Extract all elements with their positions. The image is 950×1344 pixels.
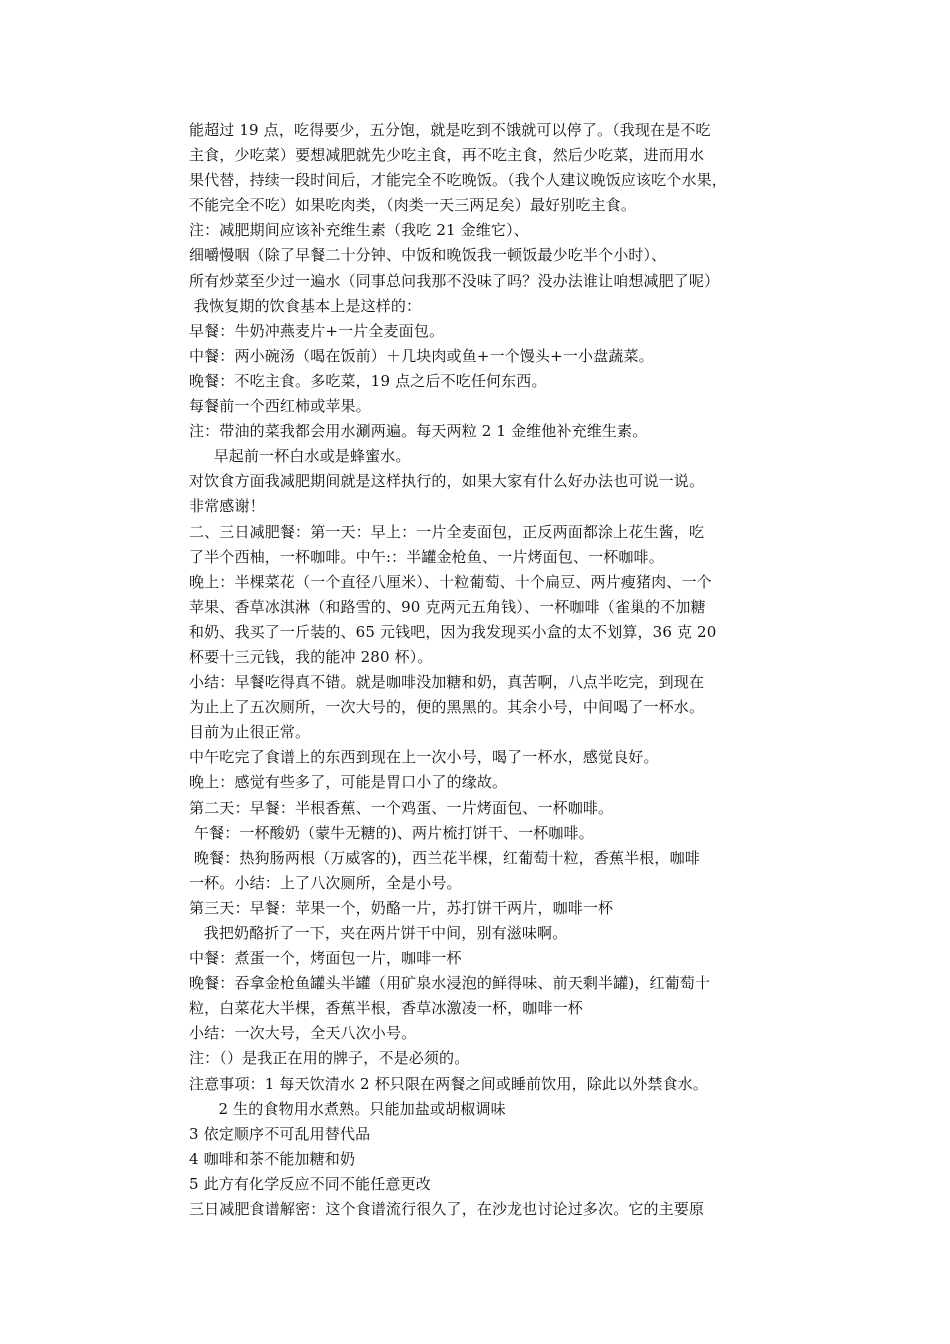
text-line: 晚上：感觉有些多了，可能是胃口小了的缘故。 [189, 773, 508, 792]
text-line: 粒，白菜花大半棵，香蕉半根，香草冰激凌一杯，咖啡一杯 [189, 999, 583, 1018]
text-line: 第三天：早餐：苹果一个，奶酪一片，苏打饼干两片，咖啡一杯 [189, 898, 614, 917]
text-line: 晚餐：不吃主食。多吃菜，19 点之后不吃任何东西。 [189, 371, 547, 390]
text-line: 中餐：两小碗汤（喝在饭前）＋几块肉或鱼+一个馒头+一小盘蔬菜。 [189, 346, 654, 365]
text-line: 每餐前一个西红柿或苹果。 [189, 397, 371, 416]
text-line: 晚餐：热狗肠两根（万威客的)，西兰花半棵，红葡萄十粒，香蕉半根，咖啡 [189, 848, 700, 867]
text-line: 注意事项：1 每天饮清水 2 杯只限在两餐之间或睡前饮用，除此以外禁食水。 [189, 1074, 708, 1093]
text-line: 对饮食方面我减肥期间就是这样执行的，如果大家有什么好办法也可说一说。 [189, 472, 705, 491]
text-line: 能超过 19 点，吃得要少，五分饱，就是吃到不饿就可以停了。（我现在是不吃 [189, 121, 711, 139]
text-line: 午餐：一杯酸奶（蒙牛无糖的)、两片梳打饼干、一杯咖啡。 [189, 823, 594, 842]
text-line: 注：（）是我正在用的牌子，不是必须的。 [189, 1049, 470, 1068]
text-line: 二、三日减肥餐：第一天：早上：一片全麦面包，正反两面都涂上花生酱，吃 [189, 522, 705, 541]
text-line: 目前为止很正常。 [189, 723, 311, 742]
text-line: 所有炒菜至少过一遍水（同事总问我那不没味了吗？没办法谁让咱想减肥了呢） [189, 271, 720, 290]
text-line: 早起前一杯白水或是蜂蜜水。 [189, 447, 411, 466]
text-line: 2 生的食物用水煮熟。只能加盐或胡椒调味 [189, 1099, 506, 1118]
text-line: 小结：早餐吃得真不错。就是咖啡没加糖和奶，真苦啊，八点半吃完，到现在 [189, 673, 705, 692]
text-line: 为止上了五次厕所，一次大号的，便的黑黑的。其余小号，中间喝了一杯水。 [189, 698, 705, 717]
text-line: 细嚼慢咽（除了早餐二十分钟、中饭和晚饭我一顿饭最少吃半个小时）、 [189, 246, 667, 265]
text-line: 注：减肥期间应该补充维生素（我吃 21 金维它）、 [189, 221, 529, 240]
text-line: 了半个西柚，一杯咖啡。中午:：半罐金枪鱼、一片烤面包、一杯咖啡。 [189, 547, 664, 566]
text-line: 我恢复期的饮食基本上是这样的： [189, 296, 422, 315]
text-line: 我把奶酪折了一下，夹在两片饼干中间，别有滋味啊。 [189, 924, 568, 942]
text-line: 果代替，持续一段时间后，才能完全不吃晚饭。（我个人建议晚饭应该吃个水果， [189, 171, 727, 190]
text-line: 三日减肥食谱解密：这个食谱流行很久了，在沙龙也讨论过多次。它的主要原 [189, 1200, 705, 1219]
text-line: 一杯。小结：上了八次厕所，全是小号。 [189, 873, 462, 892]
text-line: 早餐：牛奶冲燕麦片+一片全麦面包。 [189, 321, 445, 340]
text-line: 杯要十三元钱，我的能冲 280 杯）。 [189, 647, 433, 666]
text-line: 主食，少吃菜）要想减肥就先少吃主食，再不吃主食，然后少吃菜，进而用水 [189, 146, 705, 165]
text-line: 小结：一次大号，全天八次小号。 [189, 1024, 417, 1043]
text-line: 晚餐：吞拿金枪鱼罐头半罐（用矿泉水浸泡的鲜得味、前天剩半罐)，红葡萄十 [189, 974, 711, 993]
text-line: 4 咖啡和茶不能加糖和奶 [189, 1149, 356, 1168]
text-line: 和奶、我买了一斤装的、65 元钱吧，因为我发现买小盒的太不划算，36 克 20 [189, 622, 717, 641]
text-line: 第二天：早餐：半根香蕉、一个鸡蛋、一片烤面包、一杯咖啡。 [189, 798, 614, 817]
text-line: 不能完全不吃）如果吃肉类，（肉类一天三两足矣）最好别吃主食。 [189, 196, 637, 215]
text-line: 中餐：煮蛋一个，烤面包一片，咖啡一杯 [189, 949, 462, 968]
text-line: 晚上：半棵菜花（一个直径八厘米）、十粒葡萄、十个扁豆、两片瘦猪肉、一个 [189, 572, 712, 591]
text-line: 非常感谢！ [189, 497, 265, 516]
text-line: 中午吃完了食谱上的东西到现在上一次小号，喝了一杯水，感觉良好。 [189, 748, 659, 767]
text-line: 苹果、香草冰淇淋（和路雪的、90 克两元五角钱）、一杯咖啡（雀巢的不加糖 [189, 597, 706, 616]
text-line: 5 此方有化学反应不同不能任意更改 [189, 1174, 431, 1193]
text-line: 注：带油的菜我都会用水涮两遍。每天两粒 2 1 金维他补充维生素。 [189, 422, 648, 441]
text-line: 3 依定顺序不可乱用替代品 [189, 1124, 371, 1143]
document-text [189, 118, 769, 1222]
